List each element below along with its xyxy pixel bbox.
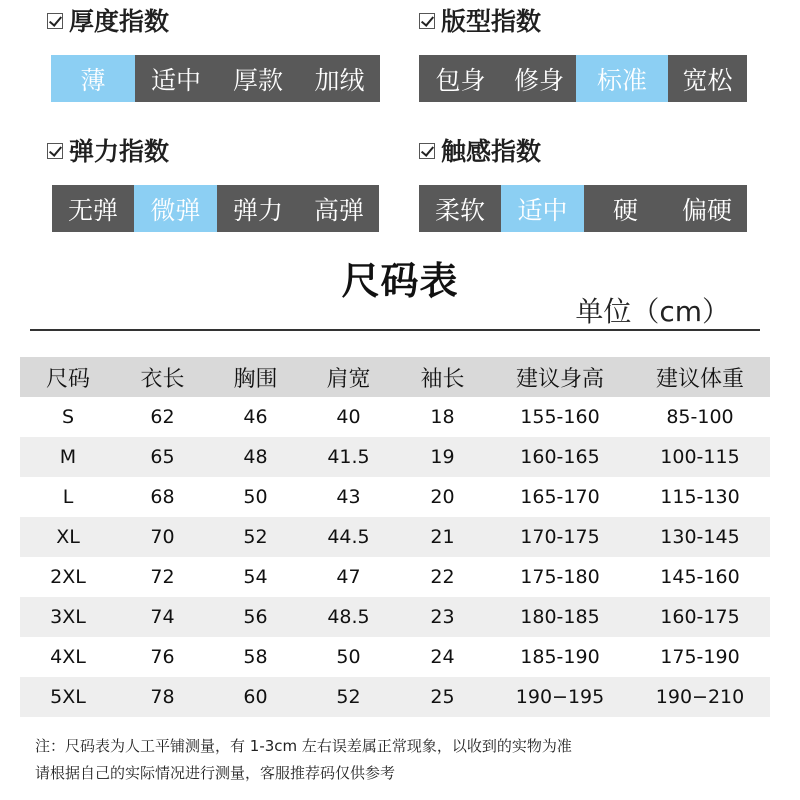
cell-shoulder: 50 [336,646,361,668]
cell-length: 74 [116,597,209,637]
cell-size: L [62,486,74,508]
cell-size: M [20,437,116,477]
cell-weight: 175-190 [660,646,740,668]
cell-length: 68 [150,486,175,508]
cell-weight: 85-100 [666,406,734,428]
cell-weight: 145-160 [660,566,740,588]
thickness-index [47,0,380,102]
option-high-stretch: 高弹 [299,185,379,232]
header-weight: 建议体重 [630,357,770,397]
option-hard: 硬 [584,185,667,232]
cell-height: 185-190 [520,646,600,668]
cell-chest: 58 [243,646,268,668]
attr-title-text: 版型指数 [441,7,542,36]
cell-sleeve: 22 [430,566,455,588]
cell-length: 70 [116,517,209,557]
cell-length: 76 [150,646,175,668]
cell-size: 3XL [20,597,116,637]
option-thin: 薄 [51,55,135,102]
cell-weight: 100-115 [630,437,770,477]
option-medium: 适中 [135,55,217,102]
option-slight-stretch: 微弹 [134,185,217,232]
option-bar [419,55,747,102]
cell-weight: 190−210 [630,677,770,717]
unit-label: 单位（cm） [575,295,730,328]
table-row [20,477,770,517]
table-row [20,437,770,477]
option-thick: 厚款 [217,55,299,102]
cell-height: 155-160 [520,406,600,428]
cell-sleeve: 23 [395,597,490,637]
fit-index [419,0,747,102]
cell-chest: 46 [243,406,268,428]
cell-height: 180-185 [490,597,630,637]
cell-height: 190−195 [490,677,630,717]
table-row [20,397,770,437]
option-soft: 柔软 [419,185,501,232]
cell-chest: 54 [243,566,268,588]
table-row [20,597,770,637]
measurement-note: 注：尺码表为人工平铺测量，有 1-3cm 左右误差属正常现象，以收到的实物为准 [35,737,572,755]
cell-chest: 48 [209,437,302,477]
option-stretch: 弹力 [217,185,299,232]
option-bar [419,185,747,232]
cell-shoulder: 40 [336,406,361,428]
table-row [20,637,770,677]
attr-title [47,0,380,40]
cell-chest: 56 [209,597,302,637]
header-size: 尺码 [20,357,116,397]
size-chart-title: 尺码表 [341,259,459,303]
cell-length: 72 [150,566,175,588]
attr-title-text: 厚度指数 [69,7,170,36]
checkbox-icon [47,13,63,29]
option-no-stretch: 无弹 [52,185,134,232]
option-bar [52,185,379,232]
attr-title [419,0,747,40]
cell-length: 78 [116,677,209,717]
cell-sleeve: 18 [430,406,455,428]
cell-size: 5XL [20,677,116,717]
cell-shoulder: 43 [336,486,361,508]
cell-chest: 50 [243,486,268,508]
cell-weight: 160-175 [630,597,770,637]
size-table [20,357,770,717]
option-rather-hard: 偏硬 [667,185,747,232]
cell-height: 170-175 [490,517,630,557]
cell-size: 2XL [50,566,86,588]
option-standard: 标准 [576,55,668,102]
cell-shoulder: 44.5 [302,517,395,557]
cell-height: 160-165 [490,437,630,477]
cell-chest: 60 [209,677,302,717]
cell-length: 62 [150,406,175,428]
attr-title [47,130,379,170]
cell-size: XL [20,517,116,557]
cell-weight: 115-130 [660,486,740,508]
option-slim: 修身 [502,55,576,102]
cell-height: 165-170 [520,486,600,508]
cell-shoulder: 52 [302,677,395,717]
option-loose: 宽松 [668,55,747,102]
title-divider [30,329,760,331]
elasticity-index [47,130,379,232]
cell-height: 175-180 [520,566,600,588]
header-chest: 胸围 [209,357,302,397]
cell-chest: 52 [209,517,302,557]
attr-title-text: 弹力指数 [69,137,170,166]
attr-title-text: 触感指数 [441,137,542,166]
cell-sleeve: 20 [430,486,455,508]
cell-sleeve: 24 [430,646,455,668]
header-height: 建议身高 [490,357,630,397]
checkbox-icon [419,143,435,159]
table-row [20,557,770,597]
table-header-row [20,357,770,397]
cell-sleeve: 21 [395,517,490,557]
option-bodycon: 包身 [419,55,502,102]
header-shoulder: 肩宽 [302,357,395,397]
cell-sleeve: 19 [395,437,490,477]
header-length: 衣长 [116,357,209,397]
table-row [20,517,770,557]
touch-index [419,130,747,232]
checkbox-icon [47,143,63,159]
cell-size: 4XL [50,646,86,668]
option-medium: 适中 [501,185,584,232]
option-bar [51,55,380,102]
cell-length: 65 [116,437,209,477]
cell-sleeve: 25 [395,677,490,717]
cell-shoulder: 47 [336,566,361,588]
header-sleeve: 袖长 [395,357,490,397]
recommendation-note: 请根据自己的实际情况进行测量，客服推荐码仅供参考 [35,764,396,782]
cell-weight: 130-145 [630,517,770,557]
table-row [20,677,770,717]
attr-title [419,130,747,170]
cell-shoulder: 41.5 [302,437,395,477]
cell-shoulder: 48.5 [302,597,395,637]
checkbox-icon [419,13,435,29]
option-fleece: 加绒 [299,55,380,102]
cell-size: S [61,406,75,428]
